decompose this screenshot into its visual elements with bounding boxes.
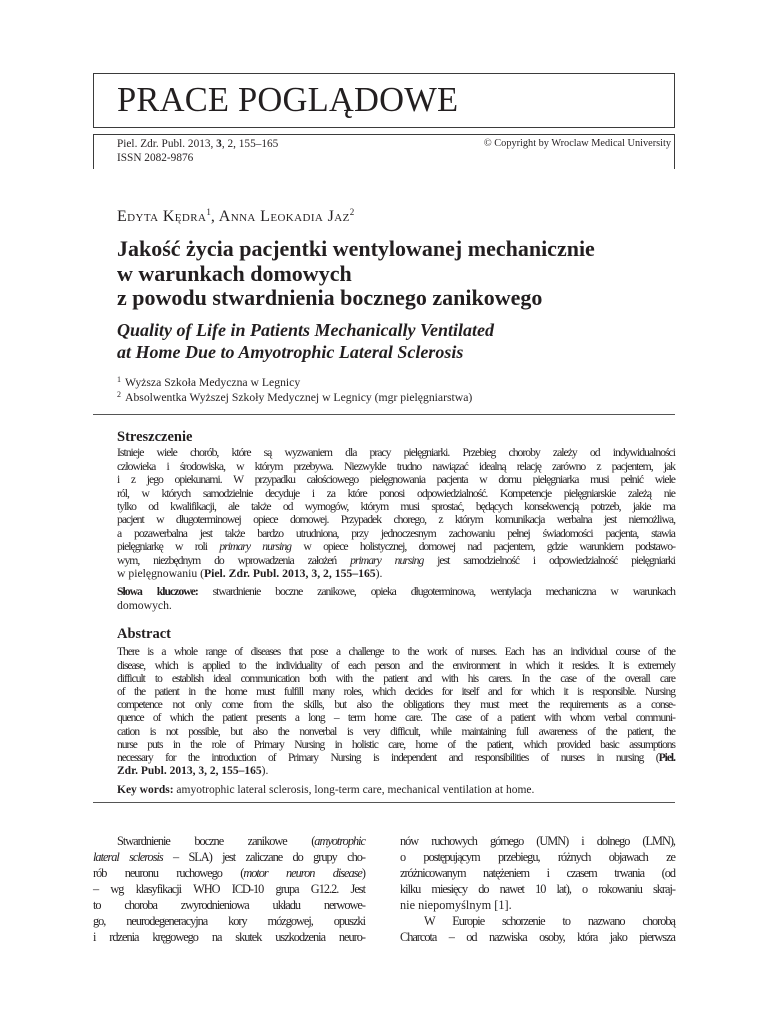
keywords-polish (117, 585, 675, 612)
bold-text: Piel. (658, 752, 675, 765)
text-line (117, 726, 675, 739)
text-line-content (117, 540, 675, 553)
italic-text: motor neuron disease (243, 866, 362, 880)
text-line (93, 865, 365, 881)
text-line-content: go, neurodegeneracyjna kory mózgowej, opuszki (93, 914, 365, 928)
bold-text: Słowa kluczowe: (117, 585, 198, 599)
text-line (93, 881, 365, 897)
author-list (117, 208, 354, 226)
journal-volume: 3 (216, 138, 222, 150)
abstract-text-polish (117, 446, 675, 580)
text-line (117, 473, 675, 486)
text-line-content: kilku miesięcy do nawet 10 lat), o rokowaniu skraj- (400, 882, 675, 896)
bold-text: Piel. Zdr. Publ. 2013, 3, 2, 155–165 (203, 567, 376, 581)
abstract-heading-polish: Streszczenie (117, 429, 193, 445)
text-line (117, 446, 675, 459)
text-line-content: tylko od kwalifikacji, ale także od wymogów, którym musi sprostać, będących konsekwencją potrzeb, jakie ma (117, 500, 675, 514)
text-line (117, 599, 675, 613)
text-line (117, 320, 675, 342)
text-run: ). (375, 567, 383, 581)
text-line-content: pacjent w długoterminowej opiece domowej. Przypadek chorego, z którym komunikacja werbalna jest niemożliwa, (117, 513, 675, 527)
text-line (117, 686, 675, 699)
text-line-content: nów ruchowych górnego (UMN) i dolnego (LMN), (400, 834, 675, 848)
citation-info (117, 137, 278, 165)
affiliation-text: Wyższa Szkoła Medyczna w Legnicy (125, 376, 301, 389)
abstract-text-english (117, 646, 675, 778)
text-line-content: nie niepomyślnym [1]. (400, 898, 512, 912)
text-line (117, 783, 675, 797)
text-line (93, 929, 365, 945)
text-line (400, 833, 675, 849)
text-line (117, 460, 675, 473)
section-label: PRACE POGLĄDOWE (117, 81, 459, 119)
text-line-content: There is a whole range of diseases that pose a challenge to the work of nurses. Each has an individual course of the (117, 646, 675, 659)
text-line-content: Jakość życia pacjentki wentylowanej mechanicznie (117, 236, 595, 261)
text-line (93, 913, 365, 929)
text-line-content (117, 784, 534, 796)
affiliation-text: Absolwentka Wyższej Szkoły Medycznej w Legnicy (mgr pielęgniarstwa) (125, 391, 473, 404)
text-line-content (117, 554, 675, 567)
text-line-content: disease, which is applied to the individuality of each person and the environment in which it resides. It is extremely (117, 659, 675, 672)
text-run: jest samodzielność i odpowiedzialność pielęgniarki (423, 553, 675, 567)
journal-citation-prefix: Piel. Zdr. Publ. 2013, (117, 138, 217, 150)
text-line (117, 752, 675, 765)
text-line-content: W Europie schorzenie to nazwano chorobą (424, 914, 675, 928)
text-line (400, 929, 675, 945)
section-header-box (93, 73, 675, 128)
text-line (93, 833, 365, 849)
text-line (117, 286, 675, 311)
text-line-content: cation is not possible, but also the nonverbal is very difficult, while maintaining full awareness of the patient, the (117, 725, 675, 738)
text-run: necessary for the introduction of Primary Nursing is independent and responsibilities of nurses in nursing ( (117, 752, 659, 765)
text-run: Stwardnienie boczne zanikowe ( (117, 834, 315, 848)
text-line-content: ról, w których samodzielnie decyduje i za które ponosi odpowiedzialność. Kompetencje pielęgniarskie zależą nie (117, 486, 675, 500)
text-run: pielęgniarkę w roli (117, 540, 220, 554)
text-line-content: nurse puts in the role of Primary Nursing in holistic care, home of the patient, which provided basic assumptions (117, 738, 675, 751)
text-line-content (117, 585, 675, 598)
text-line (400, 913, 675, 929)
body-column-right (400, 833, 675, 945)
text-run: rób neuronu ruchowego ( (93, 866, 244, 880)
italic-text: primary nursing (219, 540, 292, 554)
text-line (117, 487, 675, 500)
author-affiliation-marker: 2 (349, 207, 355, 217)
text-line (117, 513, 675, 526)
article-title-polish (117, 237, 675, 311)
text-run: w opiece holistycznej, domowej nad pacjentem, gdzie warunkiem podstawo- (291, 540, 675, 554)
text-line-content: i rdzenia kręgowego na skutek uszkodzenia neuro- (93, 930, 365, 944)
text-line (117, 739, 675, 752)
author-affiliation-marker: 1 (206, 207, 211, 217)
text-line-content: Istnieje wiele chorób, które są wyzwaniem dla pracy pielęgniarki. Przebieg choroby zależy od indywidualności (117, 446, 675, 460)
text-run: stwardnienie boczne zanikowe, opieka długoterminowa, wentylacja mechaniczna w warunkach (197, 585, 675, 599)
text-line-content: domowych. (117, 598, 172, 612)
bold-text: Zdr. Publ. 2013, 3, 2, 155–165 (117, 765, 262, 778)
text-line-content (117, 834, 365, 848)
text-line-content: competence not only come from the skills, but also the obligations they must meet the requirements as a conse- (117, 699, 675, 712)
text-line-content: z powodu stwardnienia bocznego zanikowego (117, 285, 543, 310)
affiliations (117, 375, 675, 405)
text-line (117, 342, 675, 364)
text-line-content: Charcota – od nazwiska osoby, która jako pierwsza (400, 930, 675, 944)
text-line (117, 646, 675, 659)
text-line-content (117, 765, 268, 777)
text-line-content: Quality of Life in Patients Mechanically Ventilated (117, 320, 494, 340)
text-line (400, 881, 675, 897)
text-line (117, 262, 675, 287)
text-run: ) (361, 866, 366, 880)
text-line (400, 865, 675, 881)
text-line-content: zróżnicowanym natężeniem i czasem trwania (od (400, 866, 675, 880)
text-line (117, 699, 675, 712)
text-line-content (93, 850, 365, 864)
text-line-content: człowieka i środowiska, w którym przebywa. Niezwykle trudno nawiązać idealną relację zarówno z pacjentem, jak (117, 459, 675, 473)
text-line-content: to choroba zwyrodnieniowa układu nerwowe- (93, 898, 365, 912)
journal-citation (117, 137, 278, 151)
text-line (117, 540, 675, 553)
text-line (93, 849, 365, 865)
text-line-content: at Home Due to Amyotrophic Lateral Sclerosis (117, 341, 464, 362)
body-column-left (93, 833, 365, 945)
article-title-english (117, 320, 675, 363)
copyright-notice: © Copyright by Wroclaw Medical University (483, 138, 671, 149)
citation-box (93, 134, 675, 169)
author-name: Anna Leokadia Jaz (218, 208, 350, 225)
text-line-content: o postępującym przebiegu, różnych objawach ze (400, 850, 675, 864)
affiliation: 1 Wyższa Szkoła Medyczna w Legnicy (117, 375, 301, 389)
italic-text: lateral sclerosis (93, 850, 163, 864)
text-run: w pielęgnowaniu ( (117, 567, 204, 581)
text-line (117, 673, 675, 686)
text-line (117, 554, 675, 567)
text-line (400, 897, 675, 913)
text-line-content: w warunkach domowych (117, 260, 352, 286)
affiliation: 2 Absolwentka Wyższej Szkoły Medycznej w Legnicy (mgr pielęgniarstwa) (117, 390, 473, 404)
journal-citation-suffix: , 2, 155–165 (221, 138, 279, 150)
italic-text: primary nursing (350, 553, 424, 567)
text-line (117, 237, 675, 262)
issn: ISSN 2082-9876 (117, 152, 194, 164)
abstract-heading-english: Abstract (117, 626, 171, 642)
text-run: wym, niezbędnym do wprowadzenia założeń (117, 553, 351, 567)
author-separator: , (210, 208, 219, 225)
bold-text: Key words: (117, 784, 174, 796)
text-line-content: of the patient in the home must fulfill many roles, which decides for itself and for which it is responsible. Nursing (117, 686, 675, 699)
text-line-content: a pozawerbalna jest także bardzo utrudniona, przy jednoczesnym zachowaniu pełnej świadomości pacjenta, stawia (117, 526, 675, 540)
text-run: amyotrophic lateral sclerosis, long-term care, mechanical ventilation at home. (173, 784, 535, 796)
text-run: – SLA) jest zaliczane do grupy cho- (162, 850, 365, 864)
text-line (117, 585, 675, 599)
text-line-content: quence of which the patient presents a long – term home care. The case of a patient with whom verbal communi- (117, 712, 675, 725)
text-line-content: i z jego opiekunami. W przypadku całościowego pielęgnowania pacjenta w domu pielęgniarka musi pełnić wiele (117, 473, 675, 487)
text-line (117, 527, 675, 540)
text-line (117, 660, 675, 673)
text-line (400, 849, 675, 865)
text-line (117, 500, 675, 513)
text-line-content: difficult to establish ideal communication both with the patient and with his carers. In the case of the overall care (117, 672, 675, 685)
text-line (117, 712, 675, 725)
text-line-content (117, 752, 675, 764)
author-name: Edyta Kędra (117, 208, 207, 225)
text-run: ). (261, 765, 269, 778)
text-line-content (117, 567, 382, 580)
text-line-content: – wg klasyfikacji WHO ICD-10 grupa G12.2. Jest (93, 882, 365, 896)
text-line (117, 765, 675, 778)
text-line-content (93, 866, 365, 880)
keywords-english (117, 783, 675, 797)
text-line (117, 567, 675, 580)
text-line (93, 897, 365, 913)
italic-text: amyotrophic (314, 834, 365, 848)
